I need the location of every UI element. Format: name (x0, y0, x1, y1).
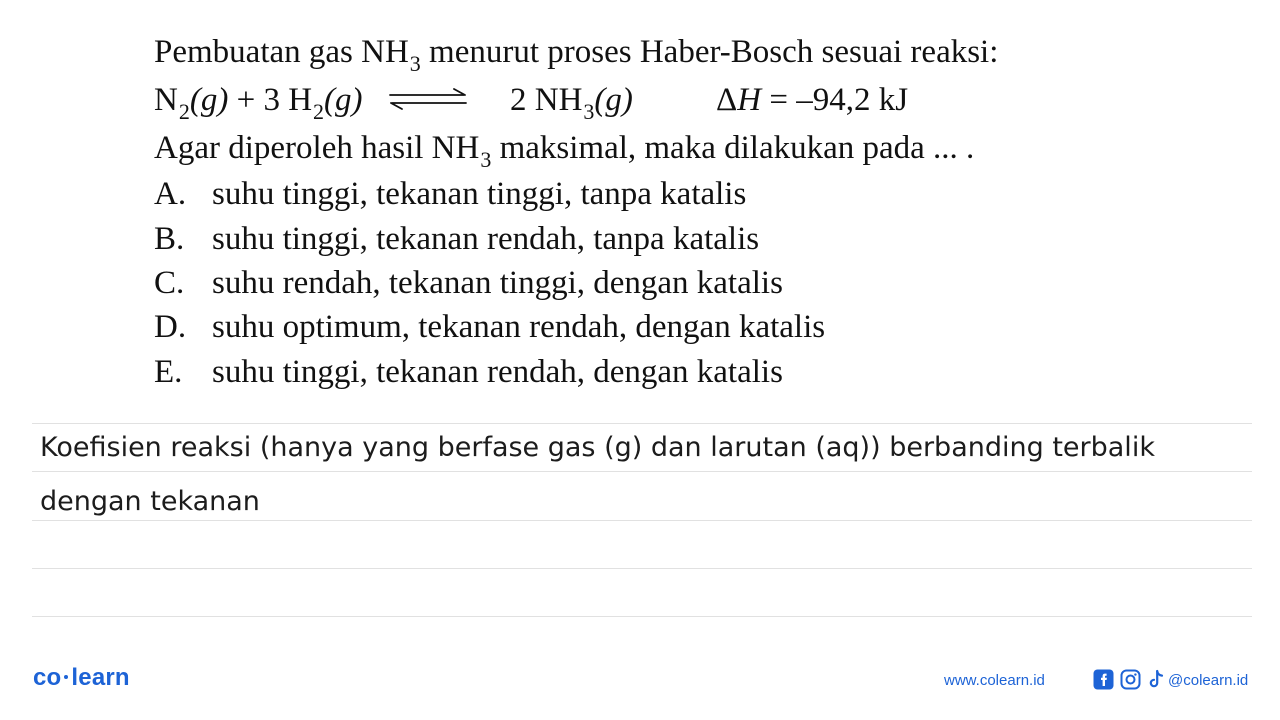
note-rule (32, 423, 1252, 424)
prompt-text-pre: Agar diperoleh hasil NH (154, 130, 480, 166)
option-d (154, 311, 1054, 347)
nitrogen-subscript: 2 (178, 99, 190, 124)
option-letter: E. (154, 354, 183, 390)
facebook-icon[interactable] (1093, 669, 1114, 690)
ammonia-phase: (g) (594, 82, 633, 118)
hydrogen-subscript: 2 (313, 99, 325, 124)
option-b (154, 223, 1054, 259)
question-prompt (154, 130, 975, 172)
note-rule (32, 616, 1252, 617)
option-text: suhu rendah, tekanan tinggi, dengan katalis (212, 265, 783, 301)
enthalpy-value: = –94,2 kJ (761, 82, 909, 118)
option-text: suhu tinggi, tekanan rendah, dengan katalis (212, 354, 783, 390)
logo-dot (64, 675, 68, 679)
note-line-1: Koefisien reaksi (hanya yang berfase gas (g) dan larutan (aq)) berbanding terbalik (40, 432, 1155, 463)
intro-text-post: menurut proses Haber-Bosch sesuai reaksi: (420, 34, 999, 70)
option-letter: C. (154, 265, 185, 301)
logo-part-co: co (33, 664, 62, 691)
ammonia-term: 2 NH (510, 82, 583, 118)
prompt-subscript: 3 (480, 147, 492, 172)
enthalpy-symbol: H (737, 82, 762, 118)
nitrogen-symbol: N (154, 82, 178, 118)
hydrogen-term: + 3 H (228, 82, 313, 118)
option-c (154, 267, 1054, 303)
option-e (154, 356, 1054, 392)
social-handle[interactable]: @colearn.id (1168, 672, 1249, 689)
note-rule (32, 568, 1252, 569)
logo-part-learn: learn (71, 664, 130, 691)
option-letter: A. (154, 176, 187, 212)
instagram-icon[interactable] (1120, 669, 1141, 690)
nitrogen-phase: (g) (189, 82, 229, 118)
option-text: suhu tinggi, tekanan tinggi, tanpa katalis (212, 176, 747, 212)
intro-subscript: 3 (409, 51, 421, 76)
website-link[interactable]: www.colearn.id (944, 672, 1045, 689)
option-letter: B. (154, 221, 185, 257)
option-text: suhu tinggi, tekanan rendah, tanpa katalis (212, 221, 760, 257)
question-intro (154, 34, 999, 76)
option-letter: D. (154, 309, 187, 345)
prompt-text-post: maksimal, maka dilakukan pada ... . (491, 130, 975, 166)
equilibrium-arrow-icon (388, 88, 468, 110)
enthalpy-change (716, 84, 908, 117)
equation-reactants (154, 82, 363, 124)
reaction-equation (154, 84, 1154, 124)
intro-text-pre: Pembuatan gas NH (154, 34, 409, 70)
option-text: suhu optimum, tekanan rendah, dengan katalis (212, 309, 826, 345)
option-a (154, 178, 1054, 214)
equation-product (510, 82, 633, 124)
hydrogen-phase: (g) (324, 82, 363, 118)
note-line-2: dengan tekanan (40, 486, 260, 517)
delta-symbol: Δ (716, 82, 738, 118)
ammonia-subscript: 3 (583, 99, 595, 124)
note-rule (32, 520, 1252, 521)
colearn-logo (33, 664, 130, 692)
tiktok-icon[interactable] (1146, 669, 1167, 690)
note-rule (32, 471, 1252, 472)
